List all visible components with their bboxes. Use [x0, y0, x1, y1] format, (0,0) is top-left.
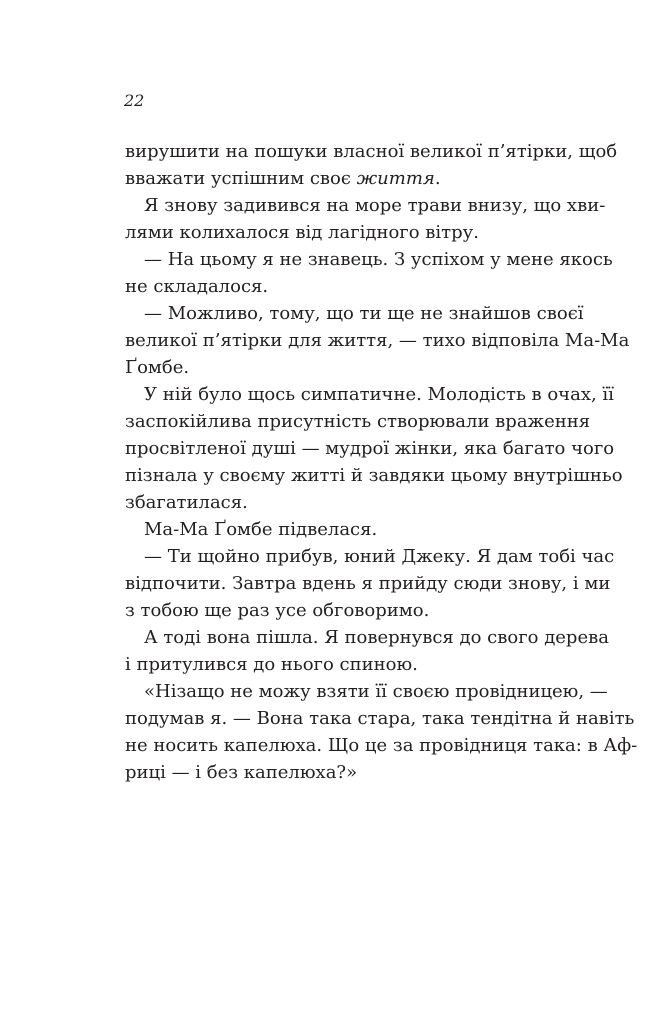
- paragraph: [125, 381, 623, 516]
- body-text: [125, 138, 638, 786]
- text-line: збагатилася.: [125, 492, 248, 513]
- text-line: просвітленої душі — мудрої жінки, яка багато чого: [125, 438, 615, 459]
- page-number: 22: [124, 91, 145, 110]
- text-line: лями колихалося від лагідного вітру.: [125, 222, 479, 243]
- paragraph: [125, 543, 615, 624]
- text-line: А тоді вона пішла. Я повернувся до свого дерева: [144, 627, 609, 648]
- text-line: — На цьому я не знавець. З успіхом у мене якось: [144, 249, 613, 270]
- text-line: заспокійлива присутність створювали враження: [125, 411, 591, 432]
- paragraph: [125, 516, 565, 543]
- text-line: не складалося.: [125, 276, 269, 297]
- italic-word: життя: [356, 168, 435, 189]
- text-line: не носить капелюха. Що це за провідниця така: в Аф-: [125, 735, 638, 756]
- text-line: — Можливо, тому, що ти ще не знайшов своєї: [144, 303, 584, 324]
- text-line: Я знову задивився на море трави внизу, що хви-: [144, 195, 606, 216]
- paragraph: [125, 300, 630, 381]
- text-line: «Нізащо не можу взяти її своєю провідницею, —: [144, 681, 608, 702]
- paragraph: [125, 624, 609, 678]
- paragraph: [125, 246, 613, 300]
- text-line: подумав я. — Вона така стара, така тендітна й навіть: [125, 708, 635, 729]
- text-line: і притулився до нього спиною.: [125, 654, 418, 675]
- text-line: Ґомбе.: [125, 357, 190, 378]
- paragraph: [125, 138, 618, 192]
- text-line: Ма-Ма Ґомбе підвелася.: [144, 519, 378, 540]
- text-line: великої п’ятірки для життя, — тихо відповіла Ма-Ма: [125, 330, 630, 351]
- text-fragment: .: [434, 168, 441, 189]
- text-fragment: вважати успішним своє: [125, 168, 357, 189]
- text-line: пізнала у своєму житті й завдяки цьому внутрішньо: [125, 465, 623, 486]
- text-line: — Ти щойно прибув, юний Джеку. Я дам тобі час: [144, 546, 615, 567]
- text-line: У ній було щось симпатичне. Молодість в очах, її: [144, 384, 614, 405]
- paragraph: [125, 192, 606, 246]
- text-line: з тобою ще раз усе обговоримо.: [125, 600, 430, 621]
- paragraph: [125, 678, 638, 786]
- text-line: відпочити. Завтра вдень я прийду сюди знову, і ми: [125, 573, 611, 594]
- text-line: риці — і без капелюха?»: [125, 762, 358, 783]
- text-line: [125, 165, 565, 192]
- text-line: вирушити на пошуки власної великої п’ятірки, щоб: [125, 141, 618, 162]
